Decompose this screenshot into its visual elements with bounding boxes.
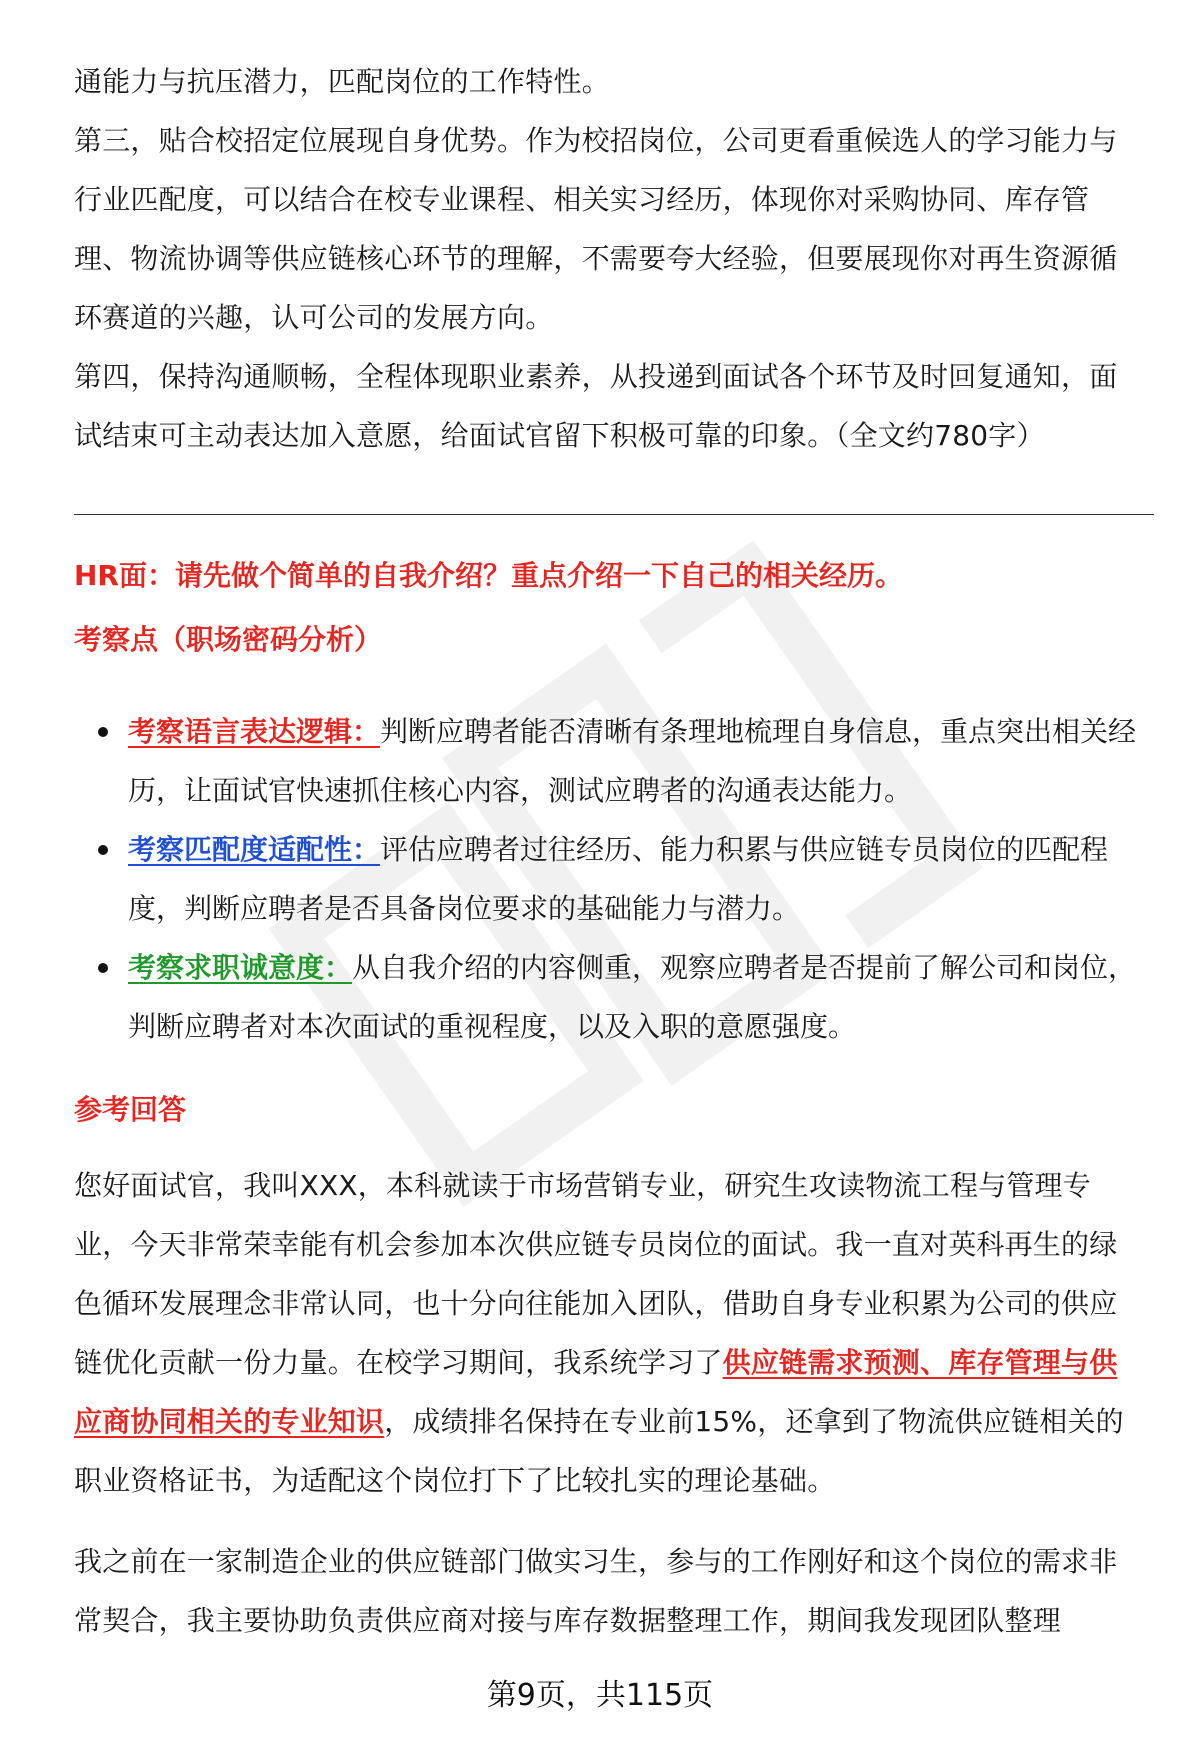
answer-text: ，成绩排名保持在专业前15%，还拿到了物流供应链相关的职业资格证书，为适配这个岗位打下了比较扎实的理论基础。 bbox=[74, 1405, 1124, 1497]
analysis-list bbox=[74, 702, 1144, 1056]
interview-question: HR面：请先做个简单的自我介绍？重点介绍一下自己的相关经历。 bbox=[74, 559, 903, 592]
section-divider bbox=[74, 514, 1154, 515]
bullet-keyword: 考察匹配度适配性： bbox=[128, 833, 381, 866]
continuation-text bbox=[74, 52, 1144, 465]
analysis-heading: 考察点（职场密码分析） bbox=[74, 623, 383, 656]
list-item bbox=[74, 820, 1144, 938]
answer-highlight: 供应链需求预测、库存管理与供应商协同相关的专业知识 bbox=[74, 1346, 1118, 1438]
bullet-text: 判断应聘者能否清晰有条理地梳理自身信息，重点突出相关经历，让面试官快速抓住核心内容，测试应聘者的沟通表达能力。 bbox=[128, 715, 1137, 807]
list-item bbox=[74, 702, 1144, 820]
reference-answer bbox=[74, 1156, 1144, 1650]
answer-paragraph bbox=[74, 1156, 1144, 1510]
bullet-icon bbox=[98, 727, 108, 737]
page-number: 第9页，共115页 bbox=[486, 1678, 714, 1713]
bullet-keyword: 考察求职诚意度： bbox=[128, 951, 353, 984]
answer-text: 您好面试官，我叫XXX，本科就读于市场营销专业，研究生攻读物流工程与管理专业，今天非常荣幸能有机会参加本次供应链专员岗位的面试。我一直对英科再生的绿色循环发展理念非常认同，也十分向往能加入团队，借助自身专业积累为公司的供应链优化贡献一份力量。在校学习期间，我系统学习了 bbox=[74, 1169, 1118, 1379]
list-item bbox=[74, 938, 1144, 1056]
bullet-text: 评估应聘者过往经历、能力积累与供应链专员岗位的匹配程度，判断应聘者是否具备岗位要求的基础能力与潜力。 bbox=[128, 833, 1109, 925]
answer-heading: 参考回答 bbox=[74, 1093, 187, 1126]
paragraph: 第三，贴合校招定位展现自身优势。作为校招岗位，公司更看重候选人的学习能力与行业匹配度，可以结合在校专业课程、相关实习经历，体现你对采购协同、库存管理、物流协调等供应链核心环节的理解，不需要夸大经验，但要展现你对再生资源循环赛道的兴趣，认可公司的发展方向。 bbox=[74, 124, 1118, 334]
bullet-keyword: 考察语言表达逻辑： bbox=[128, 715, 381, 748]
bullet-text: 从自我介绍的内容侧重，观察应聘者是否提前了解公司和岗位，判断应聘者对本次面试的重视程度，以及入职的意愿强度。 bbox=[128, 951, 1137, 1043]
bullet-icon bbox=[98, 845, 108, 855]
paragraph: 通能力与抗压潜力，匹配岗位的工作特性。 bbox=[74, 65, 610, 98]
paragraph: 第四，保持沟通顺畅，全程体现职业素养，从投递到面试各个环节及时回复通知，面试结束可主动表达加入意愿，给面试官留下积极可靠的印象。（全文约780字） bbox=[74, 360, 1118, 452]
answer-paragraph: 我之前在一家制造企业的供应链部门做实习生，参与的工作刚好和这个岗位的需求非常契合，我主要协助负责供应商对接与库存数据整理工作，期间我发现团队整理 bbox=[74, 1545, 1118, 1637]
bullet-icon bbox=[98, 963, 108, 973]
